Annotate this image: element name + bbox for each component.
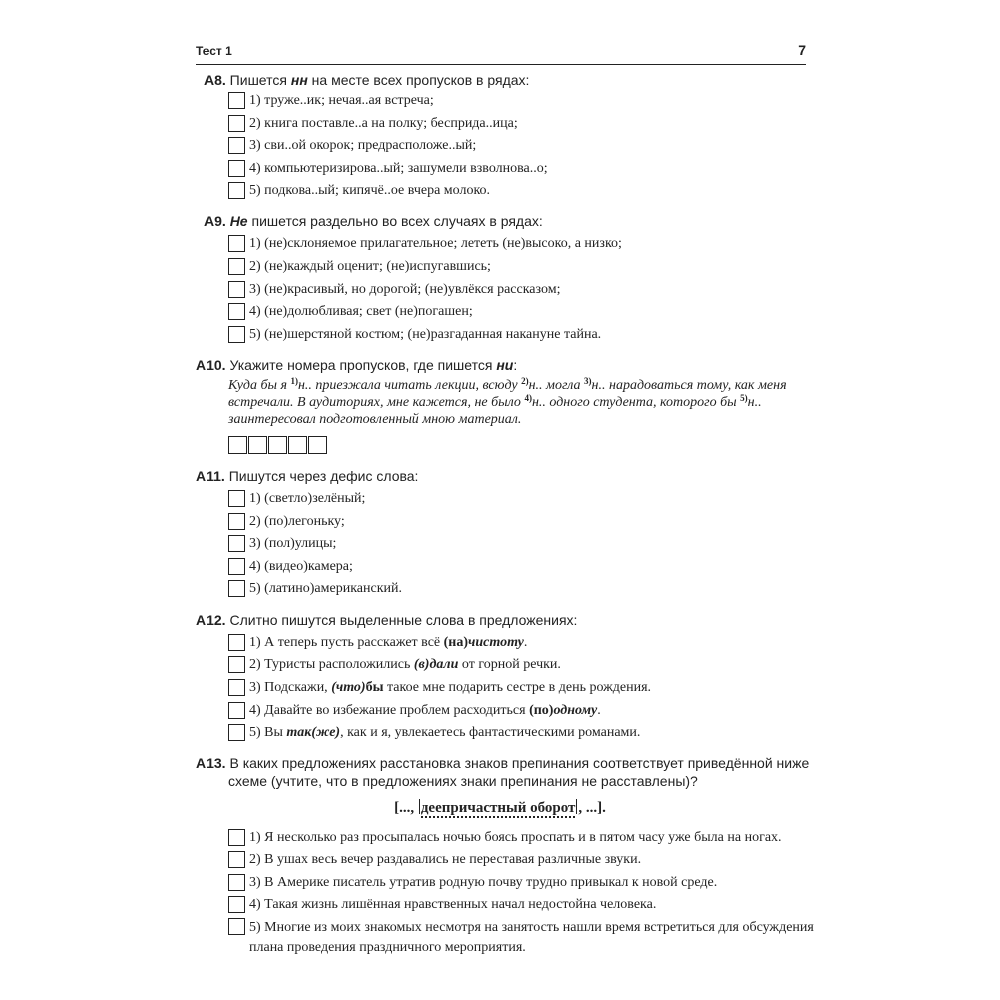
answer-checkbox[interactable] [228, 918, 245, 935]
option-text-part: . [523, 635, 528, 650]
key-letters: ни [496, 357, 514, 373]
passage-text: н.. заинтересовал подготовленный мною материал. [228, 395, 762, 427]
passage-text: Куда бы я [228, 378, 291, 393]
question-a9-heading [204, 213, 543, 229]
question-a10-heading [196, 357, 517, 373]
answer-checkbox[interactable] [228, 851, 245, 868]
answer-checkbox[interactable] [228, 702, 245, 719]
highlighted-part: (что) [331, 680, 366, 695]
answer-checkbox[interactable] [228, 896, 245, 913]
option-text: 2) (по)легоньку; [249, 514, 345, 529]
scheme-bar [419, 799, 420, 814]
question-text: Укажите номера пропусков, где пишется [225, 357, 497, 373]
answer-checkbox[interactable] [228, 115, 245, 132]
question-a11-heading [196, 468, 418, 484]
option-number: 2) [249, 657, 265, 672]
a10-passage [228, 377, 808, 428]
option-text: 4) компьютеризирова..ый; зашумели взволнова..о; [249, 161, 548, 176]
option-text: 5) (не)шерстяной костюм; (не)разгаданная накануне тайна. [249, 327, 602, 342]
question-a13-heading-line2: схеме (учтите, что в предложениях знаки препинания не расставлены)? [228, 773, 698, 789]
option-text-part: такое мне подарить сестре в день рождения. [383, 680, 652, 695]
answer-checkbox[interactable] [228, 829, 245, 846]
option-text [249, 680, 651, 696]
key-letters: нн [290, 72, 308, 88]
answer-checkbox[interactable] [228, 874, 245, 891]
question-number: А12. [196, 612, 226, 628]
option-text: 3) В Америке писатель утратив родную почву трудно привыкал к новой среде. [249, 875, 718, 890]
answer-box[interactable] [248, 436, 267, 454]
option-text: 3) (пол)улицы; [249, 536, 337, 551]
page-header [196, 40, 806, 65]
highlighted-word: чистоту [468, 635, 524, 650]
answer-checkbox[interactable] [228, 92, 245, 109]
highlighted-word: так(же) [286, 725, 341, 740]
option-text: 2) (не)каждый оценит; (не)испугавшись; [249, 259, 491, 274]
passage-text: н.. приезжала читать лекции, всюду [297, 378, 522, 393]
option-number: 3) [249, 680, 265, 695]
question-number: А10. [196, 357, 226, 373]
answer-checkbox[interactable] [228, 513, 245, 530]
answer-checkbox[interactable] [228, 137, 245, 154]
option-text [249, 703, 601, 719]
scheme-part: , ...]. [578, 800, 606, 816]
highlighted-word: одному [553, 703, 598, 718]
question-number: А13. [196, 755, 226, 771]
answer-checkbox[interactable] [228, 281, 245, 298]
gap-number: 2) [521, 376, 529, 386]
option-text-part: Туристы расположились [264, 657, 414, 672]
option-text: 3) сви..ой окорок; предрасположе..ый; [249, 138, 477, 153]
option-text: 2) В ушах весь вечер раздавались не переставая различные звуки. [249, 852, 642, 867]
option-text [249, 657, 561, 673]
answer-box[interactable] [308, 436, 327, 454]
answer-checkbox[interactable] [228, 634, 245, 651]
answer-box[interactable] [228, 436, 247, 454]
highlighted-part: (в) [413, 657, 430, 672]
question-a8-heading [204, 72, 529, 88]
test-title: Тест 1 [196, 44, 232, 58]
option-text-part: А теперь пусть расскажет всё [264, 635, 444, 650]
a10-answer-boxes[interactable] [228, 436, 328, 454]
question-number: А8. [204, 72, 226, 88]
passage-text: н.. могла [528, 378, 585, 393]
option-text-part: . [597, 703, 601, 718]
option-number: 5) [249, 725, 265, 740]
answer-checkbox[interactable] [228, 490, 245, 507]
answer-checkbox[interactable] [228, 235, 245, 252]
highlighted-word: дали [429, 657, 459, 672]
option-text: 4) (видео)камера; [249, 559, 353, 574]
question-text: пишется раздельно во всех случаях в рядах: [247, 213, 543, 229]
answer-checkbox[interactable] [228, 258, 245, 275]
option-number: 4) [249, 703, 265, 718]
question-a13-heading [196, 755, 809, 771]
a13-option-5-text: 5) Многие из моих знакомых несмотря на занятость нашли время встретиться для обсуждения плана проведения праздничного мероприятия. [249, 920, 814, 955]
option-text: 4) Такая жизнь лишённая нравственных начал недостойна человека. [249, 897, 657, 912]
gap-number: 3) [584, 376, 592, 386]
scheme-part: [..., [394, 800, 418, 816]
option-number: 1) [249, 635, 265, 650]
highlighted-part: (по) [529, 703, 554, 718]
option-text: 3) (не)красивый, но дорогой; (не)увлёкся рассказом; [249, 282, 561, 297]
option-text: 1) (не)склоняемое прилагательное; лететь (не)высоко, а низко; [249, 236, 622, 251]
answer-checkbox[interactable] [228, 303, 245, 320]
answer-checkbox[interactable] [228, 558, 245, 575]
question-text: Пишется [225, 72, 291, 88]
option-text: 1) (светло)зелёный; [249, 491, 366, 506]
option-text-part: Вы [264, 725, 287, 740]
option-text [249, 725, 640, 741]
answer-checkbox[interactable] [228, 535, 245, 552]
answer-checkbox[interactable] [228, 580, 245, 597]
passage-text: н.. одного студента, которого бы [531, 395, 741, 410]
option-text: 2) книга поставле..а на полку; бесприда..ица; [249, 116, 518, 131]
answer-box[interactable] [288, 436, 307, 454]
punctuation-scheme [0, 799, 1000, 817]
page-number: 7 [798, 42, 806, 58]
question-a12-heading [196, 612, 577, 628]
answer-checkbox[interactable] [228, 724, 245, 741]
option-text [249, 635, 527, 651]
question-text: В каких предложениях расстановка знаков препинания соответствует приведённой ниже [225, 755, 810, 771]
option-text: 5) (латино)американский. [249, 581, 403, 596]
answer-checkbox[interactable] [228, 326, 245, 343]
question-text: : [513, 357, 518, 373]
question-text: на месте всех пропусков в рядах: [307, 72, 530, 88]
answer-checkbox[interactable] [228, 160, 245, 177]
option-text-part: Подскажи, [264, 680, 332, 695]
option-text: 5) подкова..ый; кипячё..ое вчера молоко. [249, 183, 491, 198]
key-letters: Не [229, 213, 248, 229]
question-text: Пишутся через дефис слова: [224, 468, 419, 484]
highlighted-word: бы [365, 680, 384, 695]
gap-number: 5) [740, 393, 748, 403]
option-text: 1) труже..ик; нечая..ая встреча; [249, 93, 434, 108]
answer-checkbox[interactable] [228, 679, 245, 696]
option-text-part: Давайте во избежание проблем расходиться [264, 703, 530, 718]
gap-number: 1) [290, 376, 298, 386]
option-text-part: , как и я, увлекаетесь фантастическими романами. [340, 725, 641, 740]
answer-checkbox[interactable] [228, 182, 245, 199]
question-text: Слитно пишутся выделенные слова в предложениях: [225, 612, 578, 628]
gap-number: 4) [524, 393, 532, 403]
question-number: А11. [196, 468, 225, 484]
option-text: 4) (не)долюбливая; свет (не)погашен; [249, 304, 473, 319]
answer-box[interactable] [268, 436, 287, 454]
option-text-part: от горной речки. [458, 657, 561, 672]
passage-text: н.. нарадоваться тому, как меня встречали. В аудиториях, мне кажется, не было [228, 378, 787, 410]
scheme-participle: деепричастный оборот [420, 800, 576, 816]
question-number: А9. [204, 213, 226, 229]
highlighted-part: (на) [443, 635, 469, 650]
option-text: 1) Я несколько раз просыпалась ночью боясь проспать и в пятом часу уже была на ногах. [249, 830, 782, 845]
answer-checkbox[interactable] [228, 656, 245, 673]
